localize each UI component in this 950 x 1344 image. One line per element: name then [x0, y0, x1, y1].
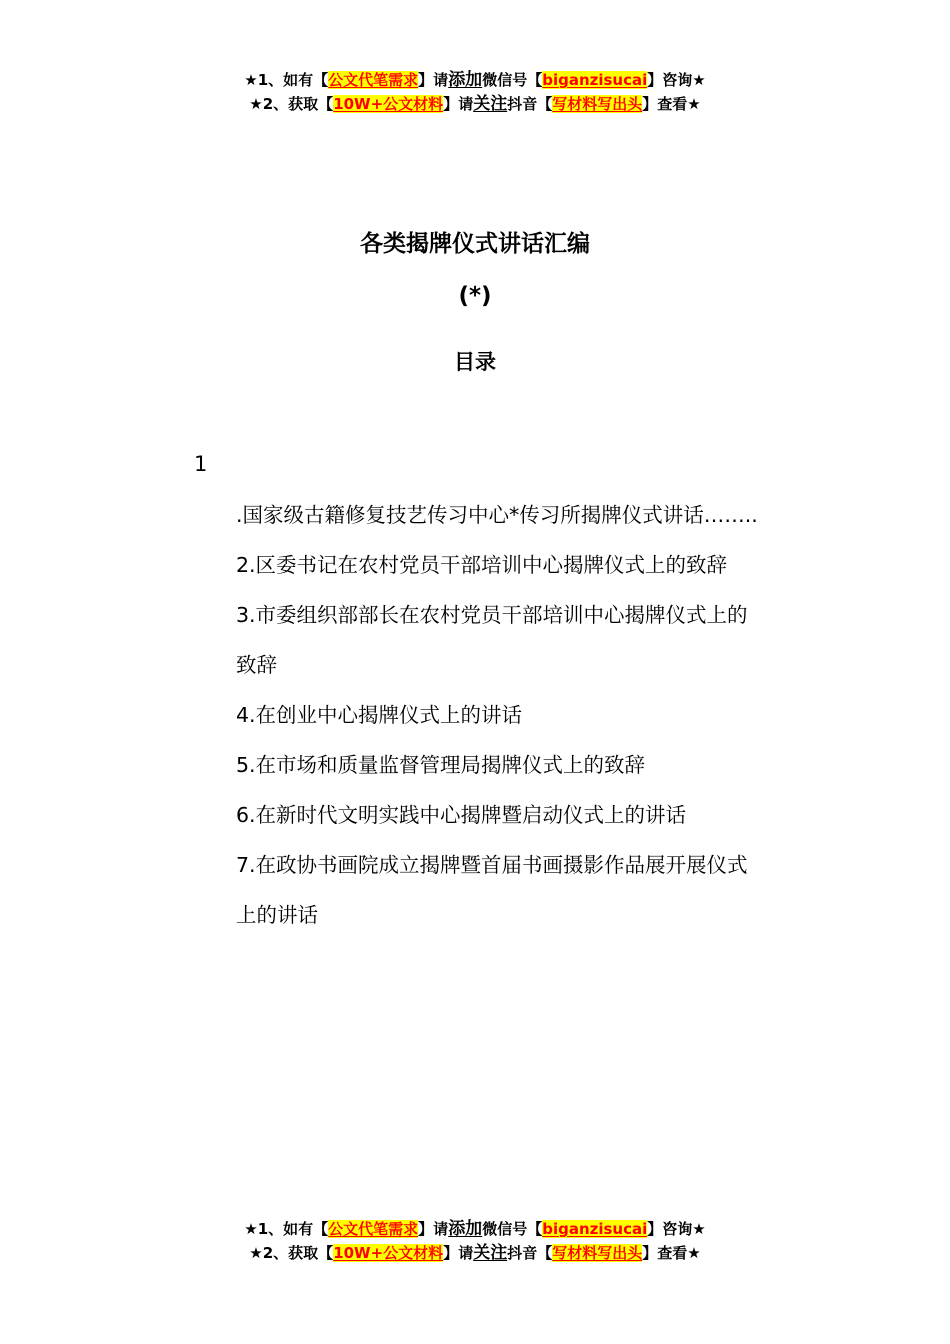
banner-text: ★1、如有【 [244, 71, 329, 89]
banner-text: 】请 [443, 95, 474, 113]
banner-highlight-service: 公文代笔需求 [328, 71, 419, 89]
toc-line: .国家级古籍修复技艺传习中心*传习所揭牌仪式讲话…….. [236, 503, 758, 527]
banner-text: ★2、获取【 [249, 1244, 334, 1262]
banner-highlight-service: 公文代笔需求 [328, 1220, 419, 1238]
banner-text: 】请 [418, 1220, 449, 1238]
toc-line: 6.在新时代文明实践中心揭牌暨启动仪式上的讲话 [236, 803, 687, 827]
banner-emphasis: 关注 [473, 94, 508, 114]
toc-line: 3.市委组织部部长在农村党员干部培训中心揭牌仪式上的 [236, 603, 748, 627]
banner-text: ★1、如有【 [244, 1220, 329, 1238]
banner-highlight-douyin: 写材料写出头 [552, 95, 643, 113]
toc-line: 致辞 [236, 653, 277, 677]
banner-line-1 [0, 68, 950, 92]
footer-banner [0, 1217, 950, 1265]
banner-highlight-douyin: 写材料写出头 [552, 1244, 643, 1262]
banner-text: 】查看★ [642, 1244, 701, 1262]
table-of-contents [236, 490, 811, 940]
banner-emphasis: 添加 [448, 70, 483, 90]
banner-text: 】请 [418, 71, 449, 89]
document-subtitle: (*) [458, 283, 492, 309]
banner-line-1 [0, 1217, 950, 1241]
banner-text: 微信号【 [482, 1220, 543, 1238]
banner-text: 】咨询★ [647, 71, 706, 89]
toc-line: 7.在政协书画院成立揭牌暨首届书画摄影作品展开展仪式 [236, 853, 748, 877]
banner-line-2 [0, 92, 950, 116]
banner-text: 抖音【 [507, 95, 553, 113]
banner-text: 】查看★ [642, 95, 701, 113]
document-title: 各类揭牌仪式讲话汇编 [360, 231, 590, 257]
banner-text: 】咨询★ [647, 1220, 706, 1238]
banner-text: 微信号【 [482, 71, 543, 89]
banner-highlight-materials: 10W+公文材料 [333, 95, 444, 113]
banner-line-2 [0, 1241, 950, 1265]
toc-line: 上的讲话 [236, 903, 318, 927]
banner-highlight-wechat-id: biganzisucai [542, 71, 648, 89]
banner-highlight-wechat-id: biganzisucai [542, 1220, 648, 1238]
toc-line: 4.在创业中心揭牌仪式上的讲话 [236, 703, 523, 727]
banner-text: ★2、获取【 [249, 95, 334, 113]
toc-line: 2.区委书记在农村党员干部培训中心揭牌仪式上的致辞 [236, 553, 728, 577]
banner-emphasis: 关注 [473, 1243, 508, 1263]
toc-number: 1 [194, 452, 208, 476]
toc-line: 5.在市场和质量监督管理局揭牌仪式上的致辞 [236, 753, 646, 777]
banner-highlight-materials: 10W+公文材料 [333, 1244, 444, 1262]
header-banner [0, 68, 950, 116]
banner-text: 抖音【 [507, 1244, 553, 1262]
banner-text: 】请 [443, 1244, 474, 1262]
toc-heading: 目录 [454, 350, 496, 374]
banner-emphasis: 添加 [448, 1219, 483, 1239]
